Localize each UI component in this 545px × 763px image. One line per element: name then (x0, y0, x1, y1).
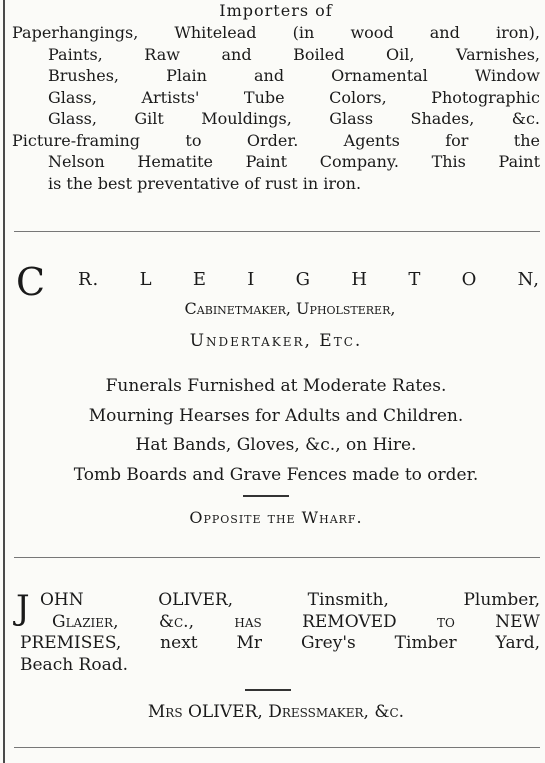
section-divider (14, 747, 540, 748)
importers-line: Glass, Artists' Tube Colors, Photographic (48, 87, 540, 107)
leighton-services (12, 372, 540, 490)
oliver-line: Beach Road. (20, 654, 129, 675)
importers-line: Brushes, Plain and Ornamental Window (48, 66, 540, 85)
oliver-dressmaker: Mrs OLIVER, Dressmaker, &c. (147, 702, 405, 722)
leighton-service-line: Mourning Hearses for Adults and Children. (88, 405, 464, 426)
short-divider (245, 689, 291, 691)
importers-line: Paints, Raw and Boiled Oil, Varnishes, (48, 44, 540, 64)
leighton-service-line: Hat Bands, Gloves, &c., on Hire. (135, 435, 417, 455)
importers-line: Glass, Gilt Mouldings, Glass Shades, &c. (48, 109, 540, 128)
section-divider (14, 231, 540, 232)
oliver-line: PREMISES, next Mr Grey's Timber Yard, (20, 633, 540, 653)
importers-advertisement (12, 0, 540, 194)
leighton-location: Opposite the Wharf. (189, 508, 363, 527)
leighton-undertaker: Undertaker, Etc. (189, 331, 363, 351)
leighton-name: R. L E I G H T O N, (78, 269, 540, 290)
importers-line: Paperhangings, Whitelead (in wood and iron), (12, 23, 540, 42)
importers-line: Picture-framing to Order. Agents for the (12, 130, 540, 150)
section-divider (14, 557, 540, 558)
importers-line: Nelson Hematite Paint Company. This Paint (48, 152, 540, 171)
importers-line: is the best preventative of rust in iron. (48, 173, 362, 193)
leighton-trades: Cabinetmaker, Upholsterer, (184, 299, 396, 318)
importers-heading: Importers of (219, 1, 333, 20)
leighton-drop-initial: C (16, 260, 46, 304)
leighton-service-line: Tomb Boards and Grave Fences made to order. (73, 464, 479, 485)
leighton-service-line: Funerals Furnished at Moderate Rates. (105, 376, 447, 396)
oliver-line: OHN OLIVER, Tinsmith, Plumber, (40, 590, 540, 610)
oliver-line: Glazier, &c., has REMOVED to NEW (52, 611, 540, 632)
oliver-line-wrap (52, 612, 540, 634)
column-left-rule (3, 0, 5, 763)
short-divider (243, 495, 289, 497)
oliver-header (40, 590, 540, 612)
oliver-drop-initial: J (16, 588, 30, 628)
oliver-body (20, 633, 540, 676)
